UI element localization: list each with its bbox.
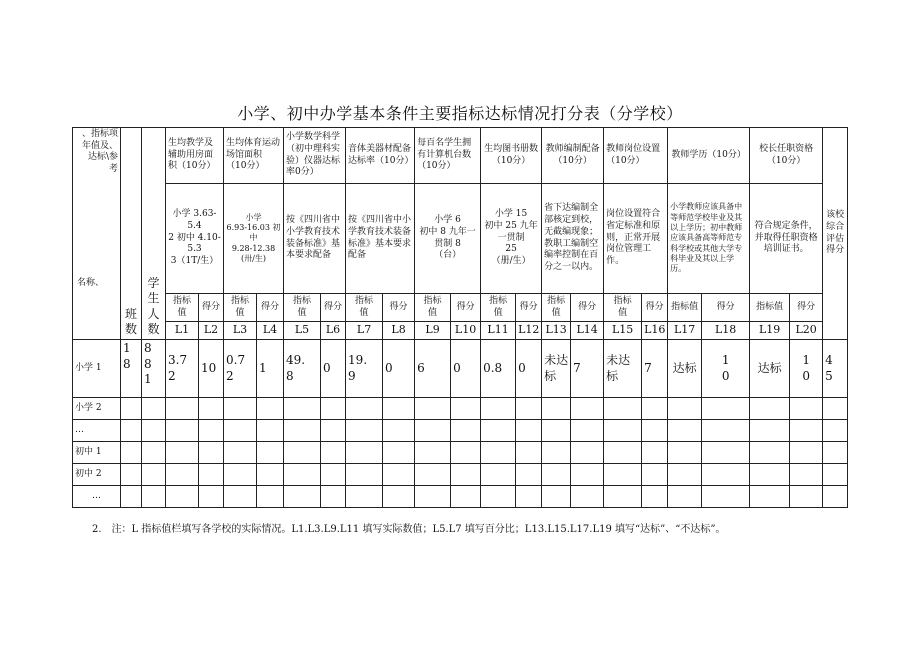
code-cell: L9 bbox=[415, 322, 451, 340]
value-cell: 19. 9 bbox=[346, 340, 383, 398]
score-cell: 7 bbox=[571, 340, 604, 398]
sub-header-score: 得分 bbox=[790, 294, 823, 322]
code-cell: L16 bbox=[642, 322, 668, 340]
code-cell: L7 bbox=[346, 322, 383, 340]
score-cell: 0 bbox=[516, 340, 542, 398]
code-cell: L8 bbox=[383, 322, 415, 340]
score-cell: 0 bbox=[383, 340, 415, 398]
indicator-standard-10: 符合规定条件，并取得任职资格培训证书。 bbox=[750, 184, 823, 294]
sub-header-value: 指标 值 bbox=[346, 294, 383, 322]
code-cell: L17 bbox=[668, 322, 702, 340]
school-name-cell: 初中 2 bbox=[73, 464, 121, 486]
indicator-header-6: 生均图书册数（10分） bbox=[481, 128, 542, 184]
code-cell: L6 bbox=[321, 322, 346, 340]
sub-header-score: 得分 bbox=[383, 294, 415, 322]
code-cell: L1 bbox=[166, 322, 199, 340]
sub-header-score: 得分 bbox=[516, 294, 542, 322]
indicator-header-7: 教师编制配备（10分） bbox=[542, 128, 604, 184]
indicator-header-9: 教师学历（10分） bbox=[668, 128, 750, 184]
code-cell: L4 bbox=[257, 322, 284, 340]
sub-header-value: 指标 值 bbox=[415, 294, 451, 322]
indicator-header-8: 教师岗位设置（10分） bbox=[604, 128, 668, 184]
sub-header-score: 得分 bbox=[702, 294, 750, 322]
indicator-standard-4: 按《四川省中小学教育技术装备标准》基本要求配备 bbox=[346, 184, 415, 294]
sub-header-value: 指标值 bbox=[750, 294, 790, 322]
score-cell: 1 0 bbox=[702, 340, 750, 398]
score-cell: 0 bbox=[451, 340, 481, 398]
sub-header-value: 指标值 bbox=[668, 294, 702, 322]
footnote: 2. 注：L 指标值栏填写各学校的实际情况。L1.L3.L9.L11 填写实际数值；L5.L7 填写百分比；L13.L15.L17.L19 填写“达标”、“不达标”。 bbox=[92, 524, 726, 535]
value-cell: 49. 8 bbox=[284, 340, 321, 398]
overall-score-header: 该校 综合 评估 得分 bbox=[823, 128, 848, 340]
indicator-header-5: 每百名学生拥有计算机台数（10分） bbox=[415, 128, 481, 184]
indicator-header-3: 小学数学科学（初中理科实验）仪器达标率0分） bbox=[284, 128, 346, 184]
value-cell: 未达 标 bbox=[604, 340, 642, 398]
score-cell: 1 0 bbox=[790, 340, 823, 398]
score-cell: 1 bbox=[257, 340, 284, 398]
score-table bbox=[72, 127, 848, 508]
value-cell: 0.7 2 bbox=[224, 340, 257, 398]
code-cell: L10 bbox=[451, 322, 481, 340]
value-cell: 6 bbox=[415, 340, 451, 398]
class-count-header bbox=[121, 128, 142, 340]
code-cell: L5 bbox=[284, 322, 321, 340]
indicator-standard-1: 小学 3.63-5.4 2 初中 4.10-5.3 3（1T/生） bbox=[166, 184, 224, 294]
sub-header-score: 得分 bbox=[571, 294, 604, 322]
indicator-standard-2: 小学 6.93-16.03 初中 9.28-12.38 (卅/生) bbox=[224, 184, 284, 294]
student-count-cell: 8 8 1 bbox=[142, 340, 166, 398]
table-row bbox=[73, 340, 848, 398]
code-cell: L18 bbox=[702, 322, 750, 340]
school-name-cell: … bbox=[73, 420, 121, 442]
code-cell: L19 bbox=[750, 322, 790, 340]
indicator-standard-8: 岗位设置符合省定标准和原则，正常开展岗位管理工作。 bbox=[604, 184, 668, 294]
indicator-standard-9: 小学教师应该具备中等师范学校毕业及其以上学历；初中教师应该具备高等师范专科学校或其他大学专科毕业及其以上学历。 bbox=[668, 184, 750, 294]
value-cell: 未达 标 bbox=[542, 340, 571, 398]
value-cell: 达标 bbox=[750, 340, 790, 398]
student-count-header bbox=[142, 128, 166, 340]
code-cell: L14 bbox=[571, 322, 604, 340]
value-cell: 0.8 bbox=[481, 340, 516, 398]
table-row bbox=[73, 464, 848, 486]
table-row bbox=[73, 486, 848, 508]
value-cell: 3.7 2 bbox=[166, 340, 199, 398]
indicator-header-2: 生均体育运动场馆面积（10分） bbox=[224, 128, 284, 184]
sub-header-value: 指标 值 bbox=[604, 294, 642, 322]
table-row bbox=[73, 420, 848, 442]
indicator-header-4: 音体美器材配备达标率（10分） bbox=[346, 128, 415, 184]
code-cell: L13 bbox=[542, 322, 571, 340]
indicator-header-1: 生均教学及辅助用房面积（10分） bbox=[166, 128, 224, 184]
indicator-standard-5: 小学 6 初中 8 九年一贯制 8 （台） bbox=[415, 184, 481, 294]
indicator-standard-7: 省下达编制全部核定到校，无截编现象；教职工编制空编率控制在百分之一以内。 bbox=[542, 184, 604, 294]
class-count-cell: 1 8 bbox=[121, 340, 142, 398]
indicator-standard-6: 小学 15 初中 25 九年一贯制 25 （册/生） bbox=[481, 184, 542, 294]
table-row bbox=[73, 398, 848, 420]
class-count-header-label: 班 数 bbox=[124, 306, 137, 337]
code-cell: L11 bbox=[481, 322, 516, 340]
score-cell: 7 bbox=[642, 340, 668, 398]
code-cell: L3 bbox=[224, 322, 257, 340]
code-cell: L20 bbox=[790, 322, 823, 340]
code-cell: L2 bbox=[199, 322, 224, 340]
corner-header-cell bbox=[73, 128, 121, 340]
school-name-cell: 小学 1 bbox=[73, 340, 121, 398]
sub-header-score: 得分 bbox=[642, 294, 668, 322]
sub-header-value: 指标 值 bbox=[166, 294, 199, 322]
school-name-cell: 初中 1 bbox=[73, 442, 121, 464]
school-name-cell: … bbox=[73, 486, 121, 508]
score-cell: 0 bbox=[321, 340, 346, 398]
sub-header-score: 得分 bbox=[199, 294, 224, 322]
value-cell: 达标 bbox=[668, 340, 702, 398]
code-cell: L15 bbox=[604, 322, 642, 340]
sub-header-score: 得分 bbox=[321, 294, 346, 322]
table-row bbox=[73, 442, 848, 464]
indicator-header-10: 校长任职资格（10分） bbox=[750, 128, 823, 184]
score-cell: 10 bbox=[199, 340, 224, 398]
sub-header-score: 得分 bbox=[451, 294, 481, 322]
code-cell: L12 bbox=[516, 322, 542, 340]
school-name-cell: 小学 2 bbox=[73, 398, 121, 420]
sub-header-score: 得分 bbox=[257, 294, 284, 322]
sub-header-value: 指标 值 bbox=[224, 294, 257, 322]
sub-header-value: 指标 值 bbox=[542, 294, 571, 322]
corner-header-top: 、指标项 年值及、 达标\参 考 bbox=[81, 129, 118, 175]
student-count-header-label: 学 生 人 数 bbox=[147, 275, 160, 337]
sub-header-value: 指标 值 bbox=[284, 294, 321, 322]
corner-header-bottom: 名称、 bbox=[77, 278, 105, 288]
indicator-standard-3: 按《四川省中小学教育技术装备标准》基本要求配备 bbox=[284, 184, 346, 294]
page-title: 小学、初中办学基本条件主要指标达标情况打分表（分学校） bbox=[237, 104, 683, 123]
sub-header-value: 指标 值 bbox=[481, 294, 516, 322]
overall-score-cell: 4 5 bbox=[823, 340, 848, 398]
